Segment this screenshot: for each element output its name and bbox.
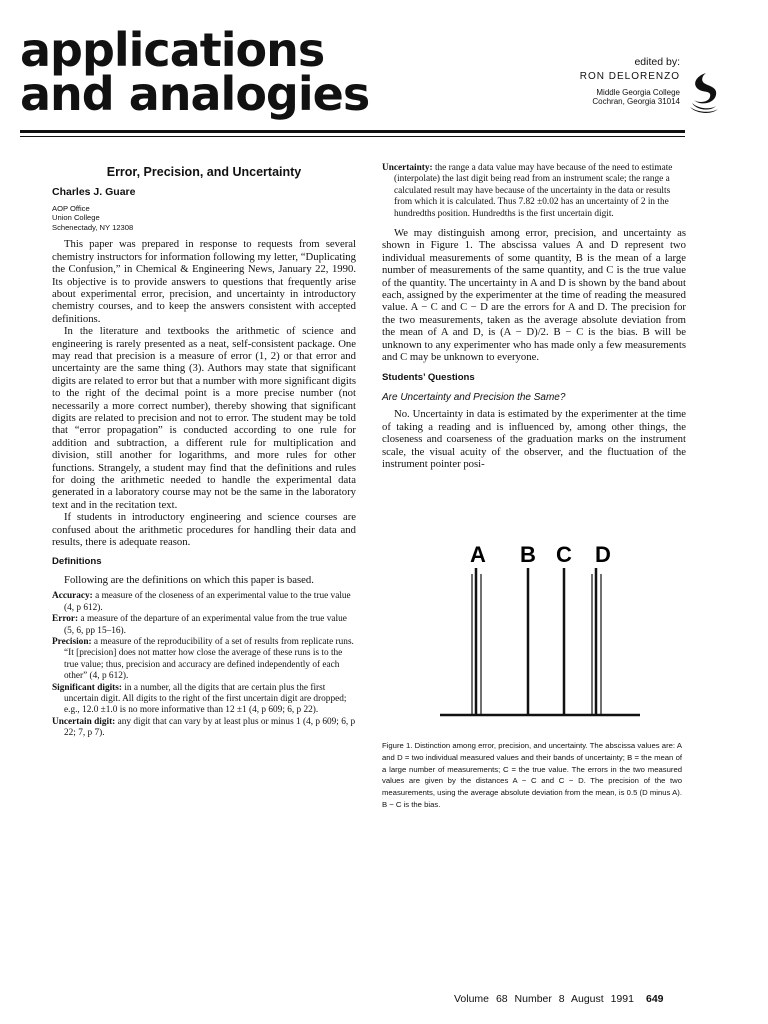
section-banner: [20, 23, 370, 121]
figure-label-a: A: [470, 542, 486, 567]
uncertainty-definition: [382, 163, 686, 220]
definition-item: [52, 683, 356, 717]
definition-text: in a number, all the digits that are certain plus the first uncertain digit. All digits to the right of the first uncertain digit are dropped; e.g., 12.0 ±1.0 is no more informative than 12 ±1 (4, p 609; 6, p 22).: [64, 682, 347, 716]
definition-item: [382, 163, 686, 220]
author-affiliation: [52, 204, 356, 233]
definition-term: Significant digits:: [52, 682, 122, 693]
definition-term: Error:: [52, 614, 79, 625]
header-rule-thin: [20, 136, 685, 137]
edited-by-label: edited by:: [634, 56, 680, 68]
intro-paragraph: In the literature and textbooks the arithmetic of science and engineering is rarely presented as a neat, self-consistent package. One may read that precision is a measure of error (1, 2) or that error and uncertainty are the same thing (3). Authors may state that significant digits are related to error but that a number with more significant digits to the right of the decimal point is a more precise number (not necessarily a more correct number), thereby showing that significant digits are related to precision and not to error. The student may be told that “error propagation” is conducted according to one rule for addition and subtraction, a different rule for multiplication and division, still another for logarithms, and more rules for other functions. Strangely, a student may find that the definitions and rules for doing the arithmetic needed to handle the experimental data generated in a laboratory course may not be the same in the laboratory text and in the recitation text.: [52, 325, 356, 511]
definition-text: a measure of the reproducibility of a set of results from replicate runs. “It [precision] does not matter how close the average of these runs is to the true value; thus, precision and accuracy are defined independently of each other” (4, p 612).: [64, 636, 354, 682]
figure-label-d: D: [595, 542, 611, 567]
affiliation-line: Union College: [52, 213, 100, 223]
editor-block: [580, 56, 680, 106]
students-questions-heading: Students’ Questions: [382, 371, 475, 383]
definition-item: [52, 591, 356, 614]
header-rule-thick: [20, 130, 685, 133]
definition-item: [52, 717, 356, 740]
question-heading: Are Uncertainty and Precision the Same?: [382, 391, 566, 403]
editor-name: RON DELORENZO: [579, 71, 680, 82]
definitions-heading: Definitions: [52, 556, 102, 568]
definition-item: [52, 614, 356, 637]
definition-term: Uncertain digit:: [52, 716, 116, 727]
intro-paragraph: If students in introductory engineering and science courses are confused about the arithmetic procedures for handling their data and results, there is adequate reason.: [52, 511, 356, 549]
swirl-logo-icon: [686, 70, 720, 114]
article-title: Error, Precision, and Uncertainty: [106, 165, 302, 179]
figure-label-b: B: [520, 542, 536, 567]
affiliation-line: AOP Office: [52, 203, 90, 213]
definition-term: Accuracy:: [52, 591, 93, 602]
figure-label-c: C: [556, 542, 572, 567]
distinguish-paragraph: We may distinguish among error, precision, and uncertainty as shown in Figure 1. The abscissa values A and D represent two individual measurements of some quantity, B is the mean of a large number of measurements of the same quantity, and C is the true value of the quantity. The uncertainty in A and D is shown by the band about each, assigned by the experimenter at the time of reading the measured value. A − C and C − D are the errors for A and D. The precision for the two measurements, taken as the average absolute deviation from the mean of A and D, is (A − D)/2. B − C is the bias. B will be unknown to any experimenter who has made only a few measurements and C may be unknown to everyone.: [382, 227, 686, 364]
intro-paragraph: This paper was prepared in response to requests from several chemistry instructors for information following my letter, “Duplicating the Confusion,” in Chemical & Engineering News, January 22, 1990. Its objective is to provide answers to questions that frequently arise about experimental error, precision, and uncertainty in introductory chemistry courses, and to keep the answers consistent with accepted definitions.: [52, 238, 356, 325]
answer-paragraph: No. Uncertainty in data is estimated by the experimenter at the time of taking a reading and is influenced by, among other things, the closeness and coarseness of the graduation marks on the instrument scale, the visual acuity of the observer, and the fluctuation of the instrument pointer posi-: [382, 408, 686, 470]
page-number: 649: [646, 993, 664, 1005]
editor-affiliation-1: Middle Georgia College: [596, 88, 680, 97]
definitions-intro: Following are the definitions on which this paper is based.: [64, 573, 314, 586]
editor-affiliation-2: Cochran, Georgia 31014: [592, 97, 680, 106]
figure-caption: Figure 1. Distinction among error, precision, and uncertainty. The abscissa values are: A and D = two individual measured values and their bands of uncertainty; B = the mean of a large number of measurements; C = the true value. The errors in the two measured values are given by the distances A − C and C − D. The precision of the two measurements, using the average absolute deviation from the mean, is 0.5 (D minus A). B − C is the bias.: [382, 741, 682, 809]
definition-term: Uncertainty:: [382, 163, 433, 173]
affiliation-line: Schenectady, NY 12308: [52, 222, 134, 232]
definition-text: a measure of the closeness of an experimental value to the true value (4, p 612).: [64, 591, 351, 613]
figure-1-diagram: [440, 538, 640, 728]
definition-term: Precision:: [52, 636, 92, 647]
right-column: [382, 163, 686, 470]
author-name: Charles J. Guare: [52, 186, 136, 199]
definitions-list: [52, 591, 356, 739]
definition-text: a measure of the departure of an experimental value from the true value (5, 6, pp 15–16).: [64, 614, 347, 636]
definition-text: any digit that can vary by at least plus or minus 1 (4, p 609; 6, p 22; 7, p 7).: [64, 716, 356, 739]
left-column: [52, 166, 356, 740]
banner-line-1: applications: [20, 23, 325, 77]
banner-line-2: and analogies: [20, 67, 370, 121]
definition-item: [52, 637, 356, 683]
journal-info: Volume 68 Number 8 August 1991: [454, 993, 634, 1005]
definition-text: the range a data value may have because of the need to estimate (interpolate) the last digit being read from an instrument scale; the range a calculated result may have because of the uncertainty in the data or results from which it is calculated. Thus 7.82 ±0.02 has an uncertainty of 2 in the hundredths position. Hundredths is the first uncertain digit.: [394, 163, 673, 219]
